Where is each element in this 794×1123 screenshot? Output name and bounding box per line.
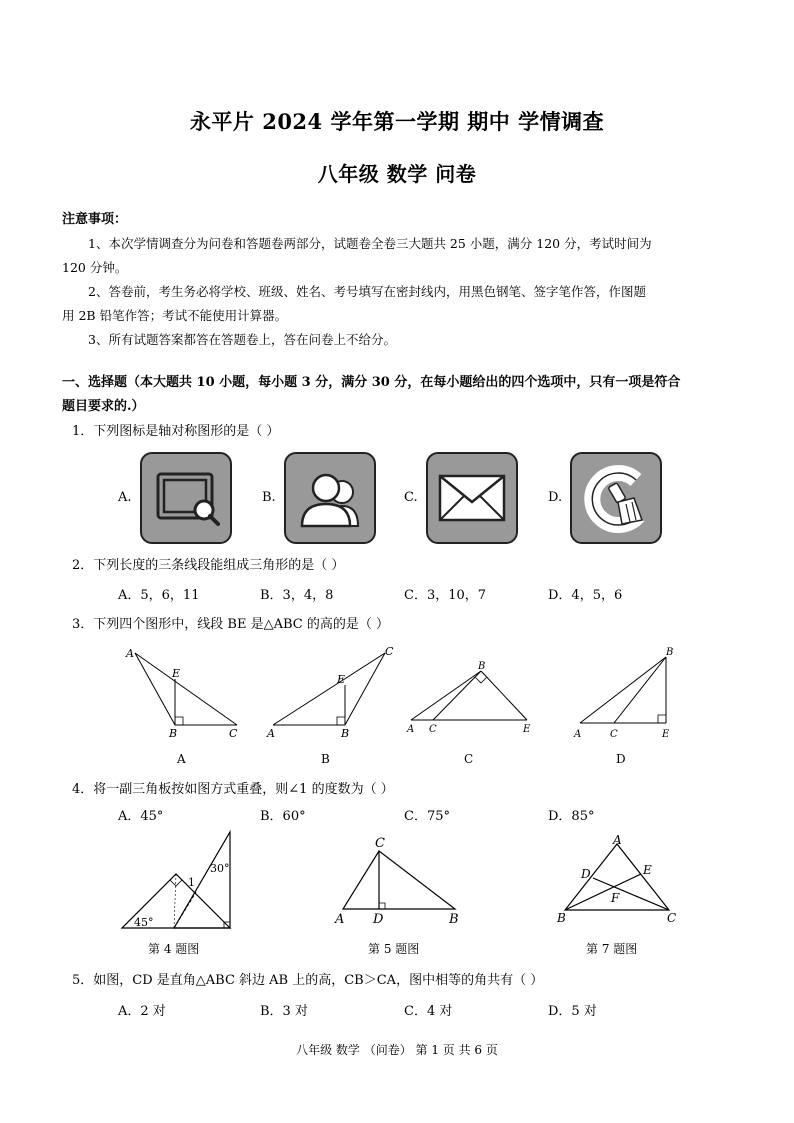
svg-text:45°: 45° xyxy=(134,916,154,929)
svg-text:E: E xyxy=(337,673,346,686)
svg-text:E: E xyxy=(662,729,670,740)
svg-text:A: A xyxy=(126,647,134,660)
note-2-line-2: 用 2B 铅笔作答；考试不能使用计算器。 xyxy=(62,308,288,323)
svg-text:1: 1 xyxy=(188,876,195,889)
question-3: 3．下列四个图形中，线段 BE 是△ABC 的高的是（ ） xyxy=(72,617,389,632)
exam-subtitle: 八年级 数学 问卷 xyxy=(317,162,477,186)
q4-option-a: A．45° xyxy=(118,809,164,824)
svg-text:C: C xyxy=(229,727,238,740)
svg-text:C: C xyxy=(429,724,437,735)
q2-option-b: B．3，4，8 xyxy=(260,588,334,603)
question-1: 1．下列图标是轴对称图形的是（ ） xyxy=(72,424,280,439)
figure-5 xyxy=(333,835,463,925)
q5-option-a: A．2 对 xyxy=(118,1004,166,1019)
svg-text:B: B xyxy=(341,727,350,740)
svg-text:B: B xyxy=(557,911,566,925)
svg-text:B: B xyxy=(449,912,459,927)
q4-option-b: B．60° xyxy=(260,809,306,824)
notes-heading: 注意事项： xyxy=(62,212,128,227)
envelope-icon xyxy=(426,452,518,544)
note-1-line-1: 1、本次学情调查分为问卷和答题卷两部分，试题卷全卷三大题共 25 小题，满分 120 分，考试时间为 xyxy=(88,236,652,251)
q3-caption-a: A xyxy=(177,752,186,766)
svg-text:C: C xyxy=(375,836,385,851)
svg-text:A: A xyxy=(574,729,582,740)
svg-text:C: C xyxy=(610,729,618,740)
svg-text:D: D xyxy=(581,867,591,881)
tablet-search-icon xyxy=(140,452,232,544)
q2-option-c: C．3，10，7 xyxy=(404,588,487,603)
svg-text:E: E xyxy=(172,667,181,680)
svg-text:E: E xyxy=(643,863,652,877)
svg-text:A: A xyxy=(267,727,275,740)
q3-figure-c xyxy=(405,655,535,745)
figure-5-caption: 第 5 题图 xyxy=(368,942,420,956)
q3-caption-c: C xyxy=(464,752,474,766)
question-4: 4．将一副三角板按如图方式重叠，则∠1 的度数为（ ） xyxy=(72,782,394,797)
note-1-line-2: 120 分钟。 xyxy=(62,260,128,275)
q3-caption-d: D xyxy=(616,752,626,766)
exam-title: 永平片 2024 学年第一学期 期中 学情调查 xyxy=(189,109,605,134)
page-footer: 八年级 数学 （问卷） 第 1 页 共 6 页 xyxy=(296,1043,498,1057)
q5-option-c: C．4 对 xyxy=(404,1004,453,1019)
q2-option-d: D．4，5，6 xyxy=(548,588,623,603)
section-1-line-1: 一、选择题（本大题共 10 小题，每小题 3 分，满分 30 分，在每小题给出的四个选项中，只有一项是符合 xyxy=(62,375,681,390)
q5-option-d: D．5 对 xyxy=(548,1004,597,1019)
cleaner-icon xyxy=(570,452,662,544)
note-3: 3、所有试题答案都答在答题卷上，答在问卷上不给分。 xyxy=(88,332,396,347)
q1-option-a: A. xyxy=(118,490,132,505)
q1-option-b: B. xyxy=(262,490,276,505)
svg-text:F: F xyxy=(611,891,620,905)
q1-option-d: D. xyxy=(548,490,563,505)
svg-text:B: B xyxy=(478,661,486,672)
figure-4 xyxy=(118,828,248,932)
section-1-line-2: 题目要求的.） xyxy=(62,399,145,414)
svg-text:A: A xyxy=(335,912,345,927)
svg-text:E: E xyxy=(523,724,531,735)
figure-4-caption: 第 4 题图 xyxy=(148,942,200,956)
svg-text:C: C xyxy=(667,911,677,925)
svg-text:D: D xyxy=(373,912,384,927)
svg-text:A: A xyxy=(613,833,622,847)
users-icon xyxy=(284,452,376,544)
question-5: 5．如图，CD 是直角△ABC 斜边 AB 上的高，CB＞CA，图中相等的角共有（ ） xyxy=(72,973,544,988)
svg-text:B: B xyxy=(169,727,178,740)
q3-caption-b: B xyxy=(321,752,330,766)
q1-option-c: C. xyxy=(404,490,418,505)
figure-7-caption: 第 7 题图 xyxy=(586,942,638,956)
q3-figure-a xyxy=(125,645,245,740)
q4-option-c: C．75° xyxy=(404,809,450,824)
svg-text:B: B xyxy=(666,647,674,658)
svg-text:C: C xyxy=(385,645,394,658)
figure-7 xyxy=(553,832,683,928)
q3-figure-d xyxy=(570,645,680,741)
q5-option-b: B．3 对 xyxy=(260,1004,308,1019)
q4-option-d: D．85° xyxy=(548,809,595,824)
svg-text:A: A xyxy=(407,724,415,735)
svg-text:30°: 30° xyxy=(210,862,230,875)
question-2: 2．下列长度的三条线段能组成三角形的是（ ） xyxy=(72,558,345,573)
note-2-line-1: 2、答卷前，考生务必将学校、班级、姓名、考号填写在密封线内，用黑色钢笔、签字笔作答，作图题 xyxy=(88,284,646,299)
q3-figure-b xyxy=(265,645,405,740)
q2-option-a: A．5，6，11 xyxy=(118,588,200,603)
